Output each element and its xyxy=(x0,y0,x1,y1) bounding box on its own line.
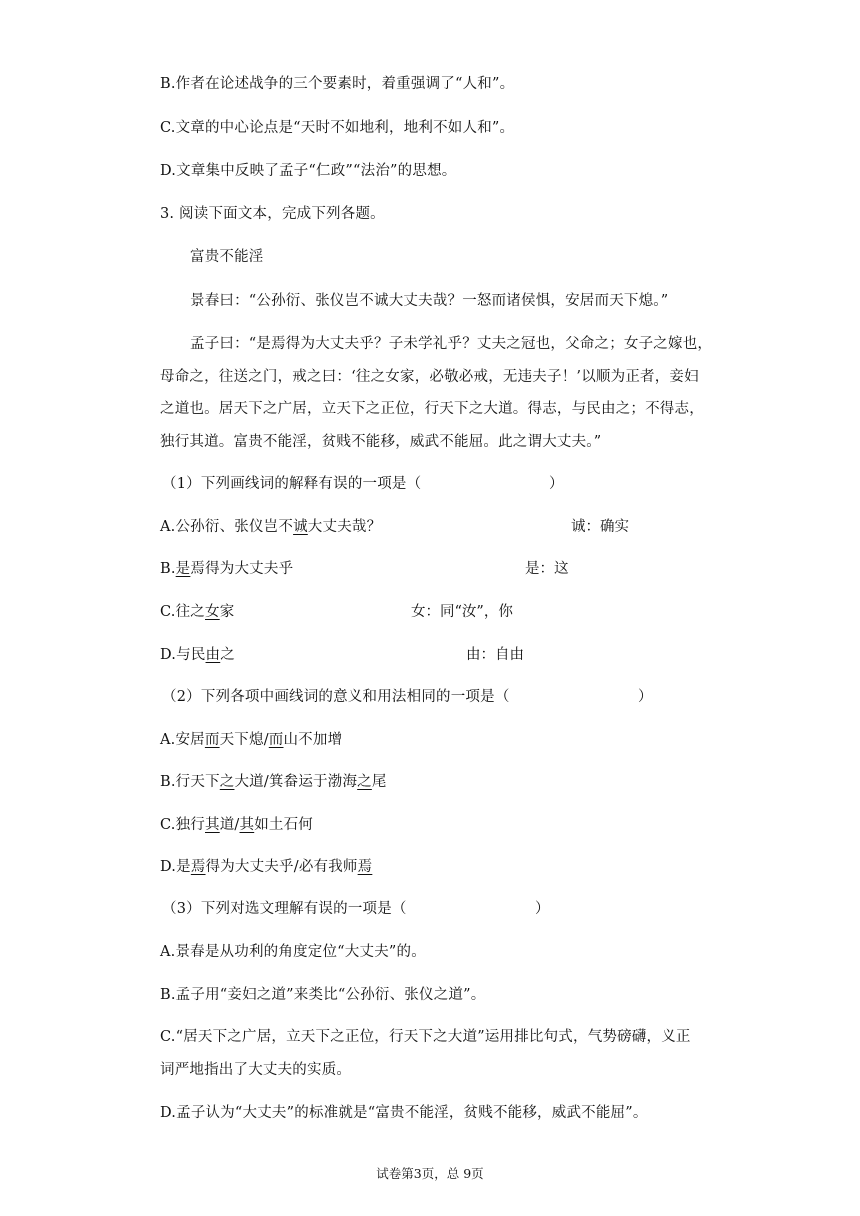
sub2-option-c: C.独行其道/其如土石何 xyxy=(160,817,314,833)
sub1-option-a: A.公孙衍、张仪岂不诚大丈夫哉？ xyxy=(160,519,382,535)
sub2-option-d: D.是焉得为大丈夫乎/必有我师焉 xyxy=(160,859,373,875)
sub3-option-a: A.景春是从功利的角度定位“大丈夫”的。 xyxy=(160,944,426,960)
sub1-option-a-explanation: 诚：确实 xyxy=(571,519,629,535)
sub3-option-c-continued: 词严地指出了大丈夫的实质。 xyxy=(160,1062,352,1078)
underlined-word: 其 xyxy=(205,817,220,833)
sub3-option-d: D.孟子认为“大丈夫”的标准就是“富贵不能淫，贫贱不能移，威武不能屈”。 xyxy=(160,1105,648,1121)
sub3-option-b: B.孟子用“妾妇之道”来类比“公孙衍、张仪之道”。 xyxy=(160,987,486,1003)
sub-question-2-stem: （2）下列各项中画线词的意义和用法相同的一项是（ xyxy=(162,689,510,705)
answer-bracket-close: ） xyxy=(549,476,564,492)
underlined-word: 焉 xyxy=(357,859,373,875)
sub1-option-d: D.与民由之 xyxy=(160,647,235,663)
sub-question-3-stem: （3）下列对选文理解有误的一项是（ xyxy=(162,901,407,917)
passage-paragraph-2-line: 孟子曰：“是焉得为大丈夫乎？子未学礼乎？丈夫之冠也，父命之；女子之嫁也， xyxy=(190,336,713,352)
underlined-word: 女 xyxy=(205,604,220,620)
passage-paragraph-2-line: 独行其道。富贵不能淫，贫贱不能移，威武不能屈。此之谓大丈夫。” xyxy=(160,434,602,450)
sub2-option-b: B.行天下之大道/箕畚运于渤海之尾 xyxy=(160,774,387,790)
underlined-word: 由 xyxy=(205,647,221,663)
passage-paragraph-2-line: 母命之，往送之门，戒之曰：‘往之女家，必敬必戒，无违夫子！’以顺为正者，妾妇 xyxy=(160,369,699,385)
sub-question-1-stem: （1）下列画线词的解释有误的一项是（ xyxy=(162,476,422,492)
underlined-word: 诚 xyxy=(293,519,308,535)
answer-bracket-close: ） xyxy=(535,901,550,917)
question-3-stem: 3. 阅读下面文本，完成下列各题。 xyxy=(160,206,385,222)
sub3-option-c: C.“居天下之广居，立天下之正位，行天下之大道”运用排比句式，气势磅礴，义正 xyxy=(160,1029,691,1045)
passage-title: 富贵不能淫 xyxy=(190,249,264,265)
underlined-word: 其 xyxy=(239,817,255,833)
option-d: D.文章集中反映了孟子“仁政”“法治”的思想。 xyxy=(160,163,457,179)
underlined-word: 焉 xyxy=(190,859,206,875)
option-c: C.文章的中心论点是“天时不如地利，地利不如人和”。 xyxy=(160,120,515,136)
option-b: B.作者在论述战争的三个要素时，着重强调了“人和”。 xyxy=(160,76,515,92)
passage-paragraph-1: 景春曰：“公孙衍、张仪岂不诚大丈夫哉？一怒而诸侯惧，安居而天下熄。” xyxy=(190,293,669,309)
underlined-word: 之 xyxy=(219,774,235,790)
passage-paragraph-2-line: 之道也。居天下之广居，立天下之正位，行天下之大道。得志，与民由之；不得志， xyxy=(160,401,704,417)
underlined-word: 而 xyxy=(268,732,284,748)
sub2-option-a: A.安居而天下熄/而山不加增 xyxy=(160,732,343,748)
page-footer: 试卷第3页，总 9页 xyxy=(376,1166,484,1181)
answer-bracket-close: ） xyxy=(638,689,653,705)
sub1-option-b: B.是焉得为大丈夫乎 xyxy=(160,561,294,577)
sub1-option-b-explanation: 是：这 xyxy=(525,561,569,577)
sub1-option-c-explanation: 女：同“汝”，你 xyxy=(411,604,513,620)
underlined-word: 是 xyxy=(175,561,191,577)
sub1-option-d-explanation: 由：自由 xyxy=(466,647,524,663)
sub1-option-c: C.往之女家 xyxy=(160,604,235,620)
underlined-word: 而 xyxy=(204,732,220,748)
underlined-word: 之 xyxy=(357,774,372,790)
